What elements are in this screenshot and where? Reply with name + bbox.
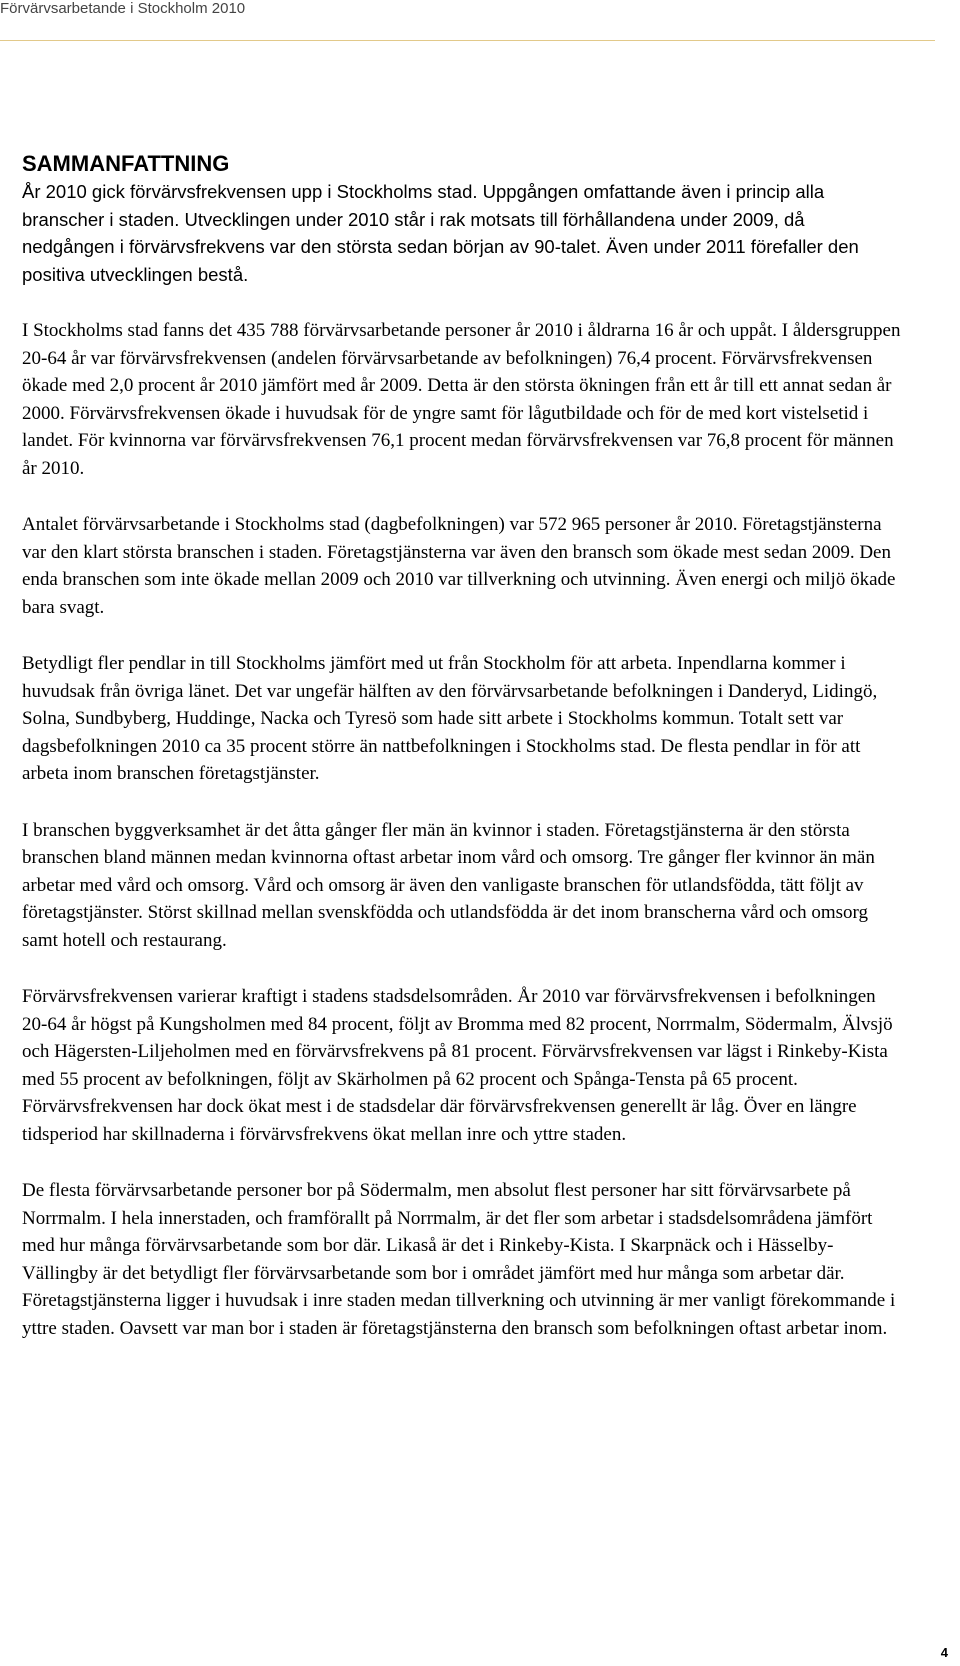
paragraph-industries: Antalet förvärvsarbetande i Stockholms stad (dagbefolkningen) var 572 965 personer år 2010. Företagstjänsterna var den klart största branschen i staden. Företagstjänsterna var även den bransch som ökade mest sedan 2009. Den enda branschen som inte ökade mellan 2009 och 2010 var tillverkning och utvinning. Även energi och miljö ökade bara svagt. [22, 514, 896, 618]
document-body [22, 150, 902, 1371]
paragraph-employment: I Stockholms stad fanns det 435 788 förvärvsarbetande personer år 2010 i åldrarna 16 år och uppåt. I åldersgruppen 20-64 år var förvärvsfrekvensen (andelen förvärvsarbetande av befolkningen) 76,4 procent. Förvärvsfrekvensen ökade med 2,0 procent år 2010 jämfört med år 2009. Detta är den största ökningen från ett år till ett annat sedan år 2000. Förvärvsfrekvensen ökade i huvudsak för de yngre samt för lågutbildade och för de med kort vistelsetid i landet. För kvinnorna var förvärvsfrekvensen 76,1 procent medan förvärvsfrekvensen var 76,8 procent för männen år 2010. [22, 320, 901, 479]
page-header [0, 0, 935, 41]
paragraph-districts: Förvärvsfrekvensen varierar kraftigt i stadens stadsdelsområden. År 2010 var förvärvsfrekvensen i befolkningen 20-64 år högst på Kungsholmen med 84 procent, följt av Bromma med 82 procent, Norrmalm, Södermalm, Älvsjö och Hägersten-Liljeholmen med en förvärvsfrekvens på 81 procent. Förvärvsfrekvensen var lägst i Rinkeby-Kista med 55 procent av befolkningen, följt av Skärholmen på 62 procent och Spånga-Tensta på 65 procent. Förvärvsfrekvensen har dock ökat mest i de stadsdelar där förvärvsfrekvensen generellt är låg. Över en längre tidsperiod har skillnaderna i förvärvsfrekvens ökat mellan inre och yttre staden. [22, 986, 893, 1145]
paragraph-residence: De flesta förvärvsarbetande personer bor på Södermalm, men absolut flest personer har sitt förvärvsarbete på Norrmalm. I hela innerstaden, och framförallt på Norrmalm, är det fler som arbetar i stadsdelsområdena jämfört med hur många förvärvsarbetande som bor där. Likaså är det i Rinkeby-Kista. I Skarpnäck och i Hässelby-Vällingby är det betydligt fler förvärvsarbetande som bor i området jämfört med hur många som arbetar där. Företagstjänsterna ligger i huvudsak i inre staden medan tillverkning och utvinning är mer vanligt förekommande i yttre staden. Oavsett var man bor i staden är företagstjänsterna den bransch som befolkningen oftast arbetar inom. [22, 1180, 896, 1339]
document-title: Förvärvsarbetande i Stockholm 2010 [0, 0, 246, 17]
section-heading: SAMMANFATTNING [22, 151, 230, 176]
paragraph-commuting: Betydligt fler pendlar in till Stockholms jämfört med ut från Stockholm för att arbeta. Inpendlarna kommer i huvudsak från övriga länet. Det var ungefär hälften av den förvärvsarbetande befolkningen i Danderyd, Lidingö, Solna, Sundbyberg, Huddinge, Nacka och Tyresö som hade sitt arbete i Stockholms kommun. Totalt sett var dagsbefolkningen 2010 ca 35 procent större än nattbefolkningen i Stockholms stad. De flesta pendlar in för att arbeta inom branschen företagstjänster. [22, 653, 878, 784]
paragraph-intro: År 2010 gick förvärvsfrekvensen upp i Stockholms stad. Uppgången omfattande även i princip alla branscher i staden. Utvecklingen under 2010 står i rak motsats till förhållandena under 2009, då nedgången i förvärvsfrekvens var den största sedan början av 90-talet. Även under 2011 förefaller den positiva utvecklingen bestå. [22, 181, 859, 285]
paragraph-gender: I branschen byggverksamhet är det åtta gånger fler män än kvinnor i staden. Företagstjänsterna är den största branschen bland männen medan kvinnorna oftast arbetar inom vård och omsorg. Tre gånger fler kvinnor än män arbetar med vård och omsorg. Vård och omsorg är även den vanligaste branschen för utlandsfödda, tätt följt av företagstjänster. Störst skillnad mellan svenskfödda och utlandsfödda är det inom branscherna vård och omsorg samt hotell och restaurang. [22, 819, 875, 951]
page-number: 4 [940, 1645, 948, 1660]
